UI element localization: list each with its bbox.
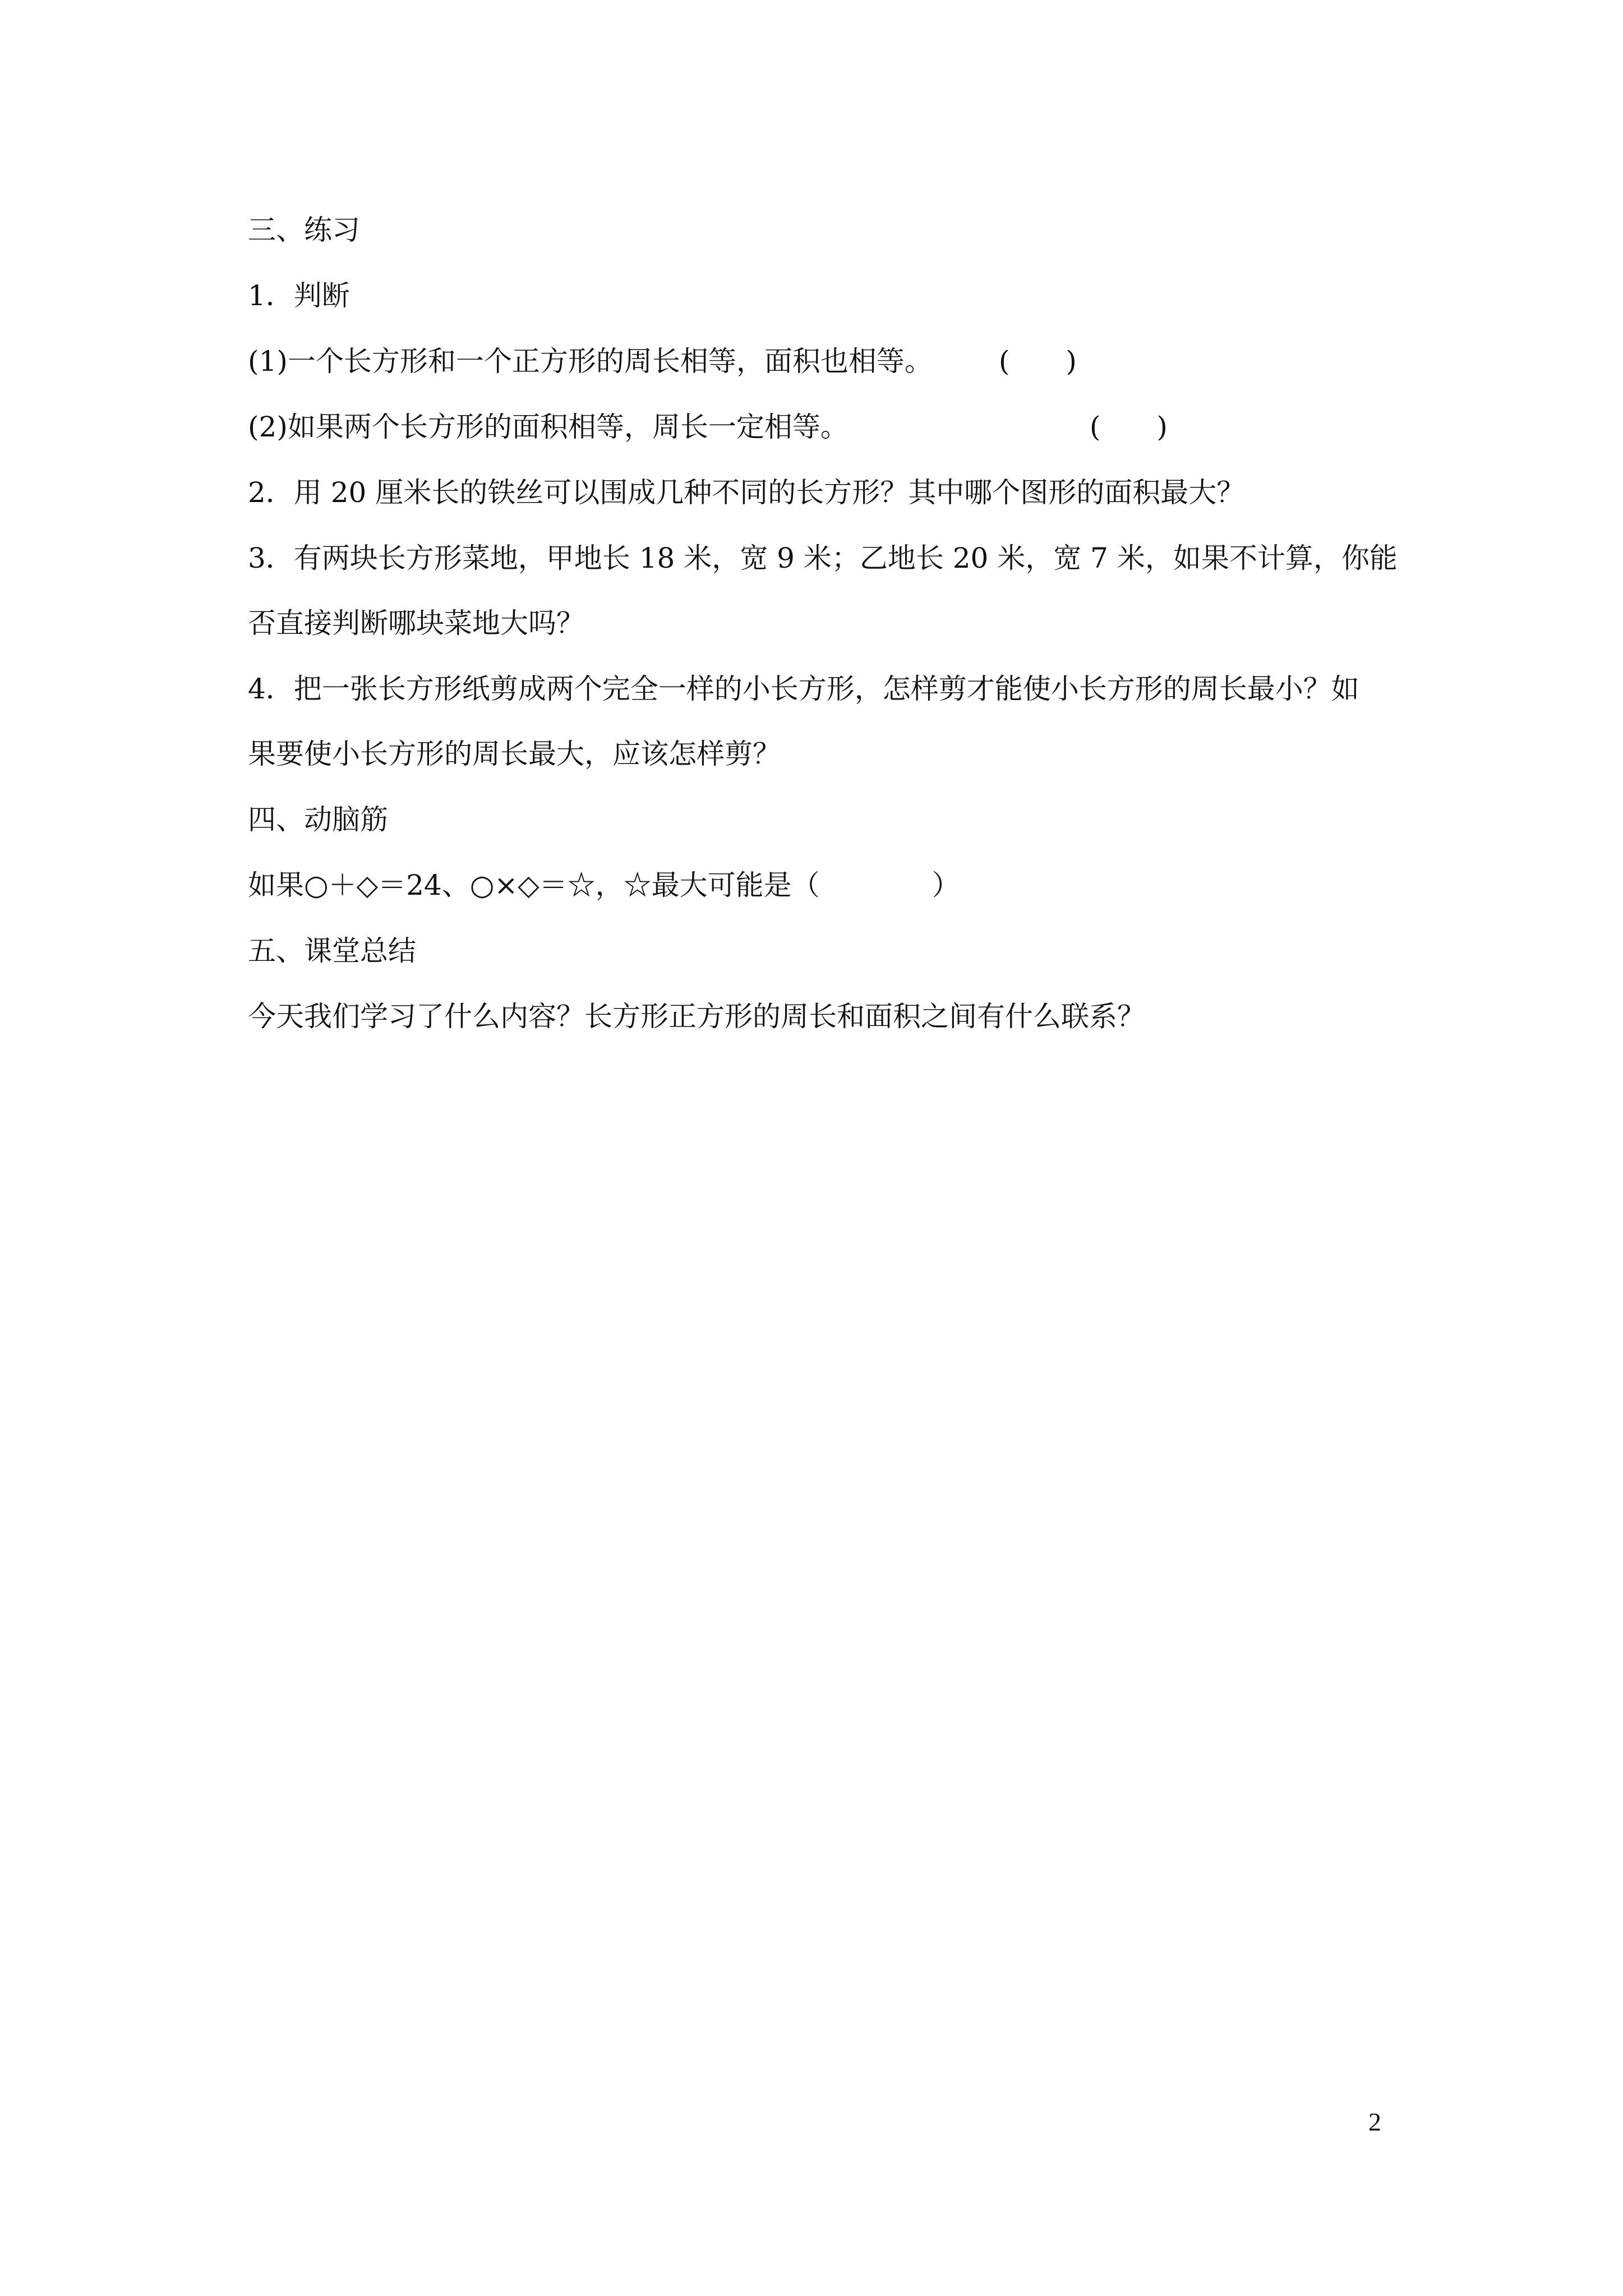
page-number: 2 [1368, 2108, 1381, 2136]
judge-item-2-answer-blank: ( ) [1089, 411, 1168, 443]
question-4-line-2: 果要使小长方形的周长最大，应该怎样剪？ [248, 738, 781, 770]
judge-item-1-text: (1)一个长方形和一个正方形的周长相等，面积也相等。 [248, 345, 933, 378]
judge-item-1 [248, 344, 1392, 378]
section-heading-summary: 五、课堂总结 [248, 935, 416, 967]
page-content [248, 213, 1398, 1065]
question-3-line-2: 否直接判断哪块菜地大吗？ [248, 607, 584, 639]
question-2: 2．用 20 厘米长的铁丝可以围成几种不同的长方形？其中哪个图形的面积最大？ [248, 476, 1245, 509]
subheading-judge: 1．判断 [248, 279, 350, 312]
question-3-line-1: 3．有两块长方形菜地，甲地长 18 米，宽 9 米；乙地长 20 米，宽 7 米，如果不计算，你能 [248, 542, 1398, 574]
question-4-line-1: 4．把一张长方形纸剪成两个完全一样的小长方形，怎样剪才能使小长方形的周长最小？如 [248, 673, 1359, 705]
judge-item-2-text: (2)如果两个长方形的面积相等，周长一定相等。 [248, 411, 849, 443]
judge-item-2 [248, 410, 1392, 444]
summary-text: 今天我们学习了什么内容？长方形正方形的周长和面积之间有什么联系？ [248, 1000, 1145, 1033]
section-heading-practice: 三、练习 [248, 214, 360, 246]
section-heading-brain-teaser: 四、动脑筋 [248, 803, 388, 836]
judge-item-1-answer-blank: ( ) [998, 345, 1077, 378]
brain-teaser-question: 如果○＋◇＝24、○×◇＝☆，☆最大可能是（ ） [248, 869, 960, 901]
